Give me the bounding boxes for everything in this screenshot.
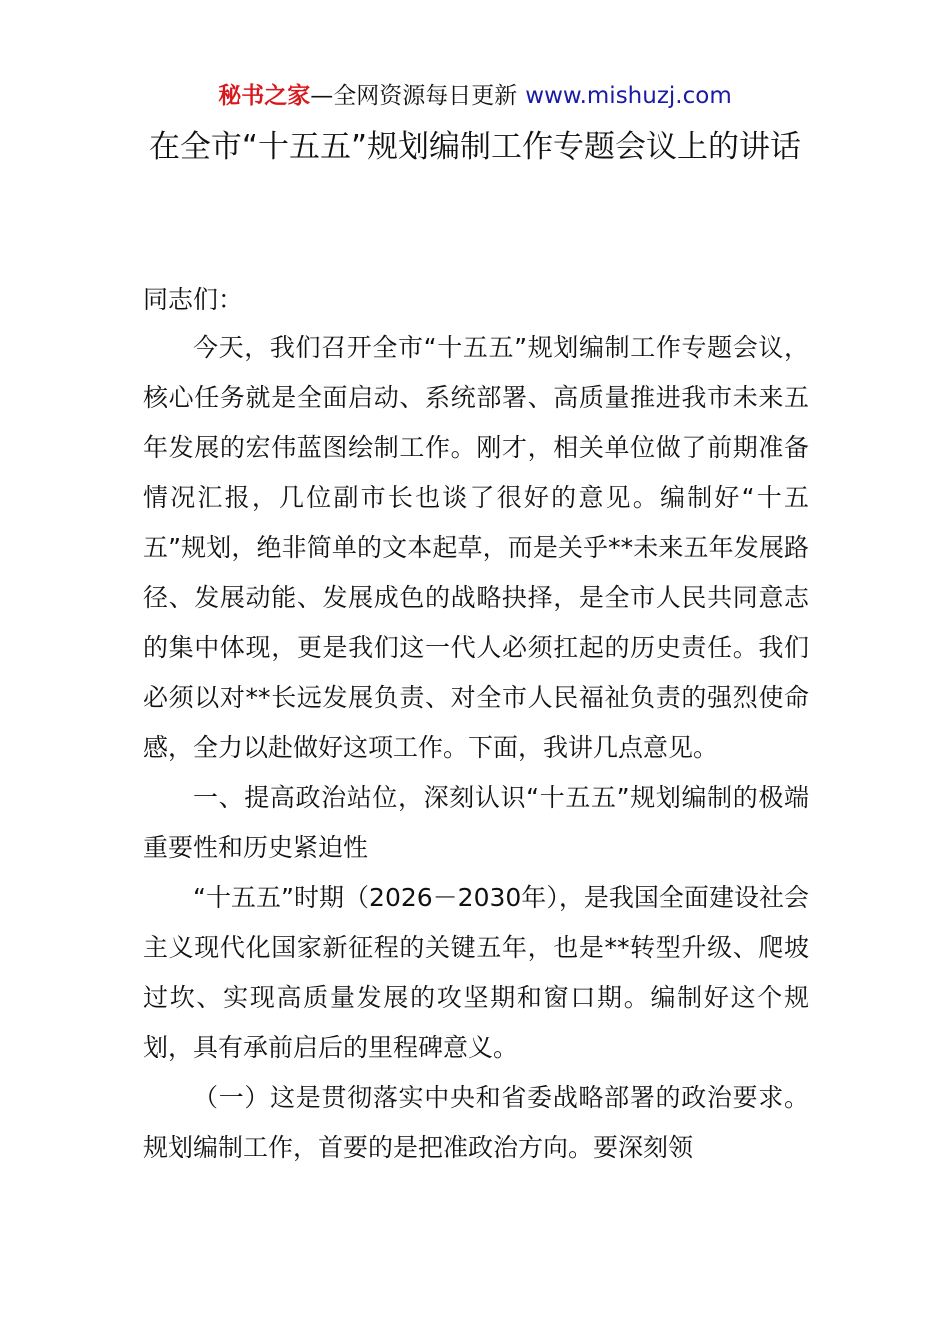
document-body: [143, 323, 809, 1173]
body-paragraph: “十五五”时期（2026－2030年），是我国全面建设社会主义现代化国家新征程的关键五年，也是**转型升级、爬坡过坎、实现高质量发展的攻坚期和窗口期。编制好这个规划，具有承前启后的里程碑意义。: [143, 883, 809, 1062]
salutation: 同志们：: [143, 285, 244, 314]
site-url-link[interactable]: www.mishuzj.com: [525, 83, 732, 109]
body-paragraph: 今天，我们召开全市“十五五”规划编制工作专题会议，核心任务就是全面启动、系统部署、高质量推进我市未来五年发展的宏伟蓝图绘制工作。刚才，相关单位做了前期准备情况汇报，几位副市长也谈了很好的意见。编制好“十五五”规划，绝非简单的文本起草，而是关乎**未来五年发展路径、发展动能、发展成色的战略抉择，是全市人民共同意志的集中体现，更是我们这一代人必须扛起的历史责任。我们必须以对**长远发展负责、对全市人民福祉负责的强烈使命感，全力以赴做好这项工作。下面，我讲几点意见。: [143, 333, 809, 762]
brand-name: 秘书之家: [218, 83, 311, 109]
body-paragraph: （一）这是贯彻落实中央和省委战略部署的政治要求。规划编制工作，首要的是把准政治方向。要深刻领: [143, 1083, 809, 1162]
section-heading: 一、提高政治站位，深刻认识“十五五”规划编制的极端重要性和历史紧迫性: [143, 783, 809, 862]
document-title: 在全市“十五五”规划编制工作专题会议上的讲话: [148, 129, 802, 165]
site-header: [0, 80, 950, 112]
site-tagline: —全网资源每日更新: [310, 83, 518, 109]
